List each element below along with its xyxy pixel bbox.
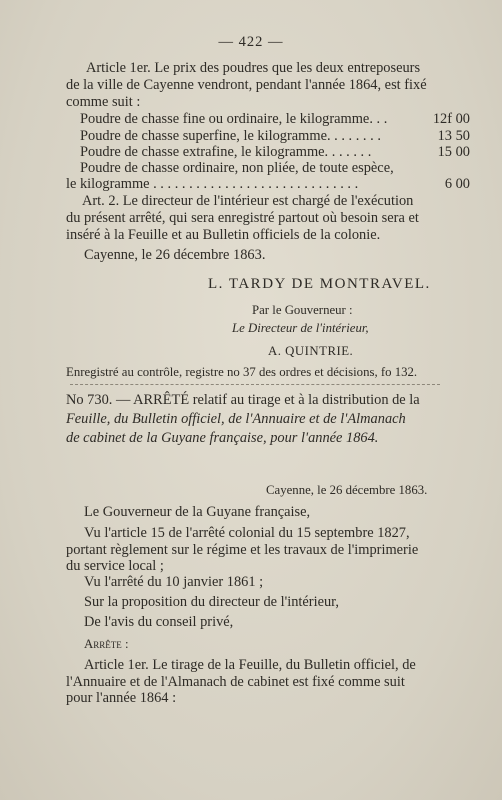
article1-line3: comme suit : (66, 94, 141, 110)
article1b-line1: Article 1er. Le tirage de la Feuille, du Bulletin officiel, de (84, 657, 416, 673)
article2-line3: inséré à la Feuille et au Bulletin officiels de la colonie. (66, 227, 381, 243)
price-value: 12f 00 (432, 111, 470, 127)
article1b-line2: l'Annuaire et de l'Almanach de cabinet est fixé comme suit (66, 674, 405, 690)
place-date: Cayenne, le 26 décembre 1863. (84, 247, 266, 263)
par-le-gouverneur: Par le Gouverneur : (252, 303, 353, 317)
article2-line1: Art. 2. Le directeur de l'intérieur est chargé de l'exécution (82, 193, 414, 209)
governor-signature: L. TARDY DE MONTRAVEL. (208, 276, 431, 292)
page-number: — 422 — (218, 34, 284, 50)
gouverneur-heading: Le Gouverneur de la Guyane française, (84, 504, 311, 520)
article1-line2: de la ville de Cayenne vendront, pendant l'année 1864, est fixé (66, 77, 427, 93)
article2-line2: du présent arrêté, qui sera enregistré partout où besoin sera et (66, 210, 419, 226)
arrete730-line3: de cabinet de la Guyane française, pour l'année 1864. (66, 430, 379, 446)
price-value: 13 50 (437, 128, 470, 144)
vu1-line1: Vu l'article 15 de l'arrêté colonial du 15 septembre 1827, (84, 525, 410, 541)
price-label: Poudre de chasse ordinaire, non pliée, de toute espèce, (80, 160, 394, 176)
enregistrement-note: Enregistré au contrôle, registre no 37 des ordres et décisions, fo 132. (66, 365, 418, 379)
directeur-interieur: Le Directeur de l'intérieur, (232, 321, 369, 335)
price-value: 6 00 (444, 176, 470, 192)
price-label: Poudre de chasse superfine, le kilogramme. . . . . . . . (80, 128, 381, 144)
arrete730-line1: No 730. — ARRÊTÉ relatif au tirage et à la distribution de la (66, 392, 420, 408)
arrete730-line2: Feuille, du Bulletin officiel, de l'Annuaire et de l'Almanach (66, 411, 406, 427)
price-value: 15 00 (437, 144, 470, 160)
avis-conseil: De l'avis du conseil privé, (84, 614, 234, 630)
article1-line1: Article 1er. Le prix des poudres que les deux entreposeurs (86, 60, 421, 76)
price-label: Poudre de chasse fine ou ordinaire, le kilogramme. . . (80, 111, 388, 127)
sur-proposition: Sur la proposition du directeur de l'intérieur, (84, 594, 339, 610)
price-label: Poudre de chasse extrafine, le kilogramme. . . . . . . (80, 144, 372, 160)
vu1-line3: du service local ; (66, 558, 164, 574)
vu2: Vu l'arrêté du 10 janvier 1861 ; (84, 574, 264, 590)
date-2: Cayenne, le 26 décembre 1863. (266, 483, 428, 497)
section-divider (70, 384, 440, 385)
arrete-heading: Arrête : (84, 637, 129, 651)
article1b-line3: pour l'année 1864 : (66, 690, 177, 706)
quintrie-signature: A. QUINTRIE. (268, 344, 354, 358)
price-label: le kilogramme . . . . . . . . . . . . . . . . . . . . . . . . . . . . . (66, 176, 359, 192)
vu1-line2: portant règlement sur le régime et les travaux de l'imprimerie (66, 542, 419, 558)
